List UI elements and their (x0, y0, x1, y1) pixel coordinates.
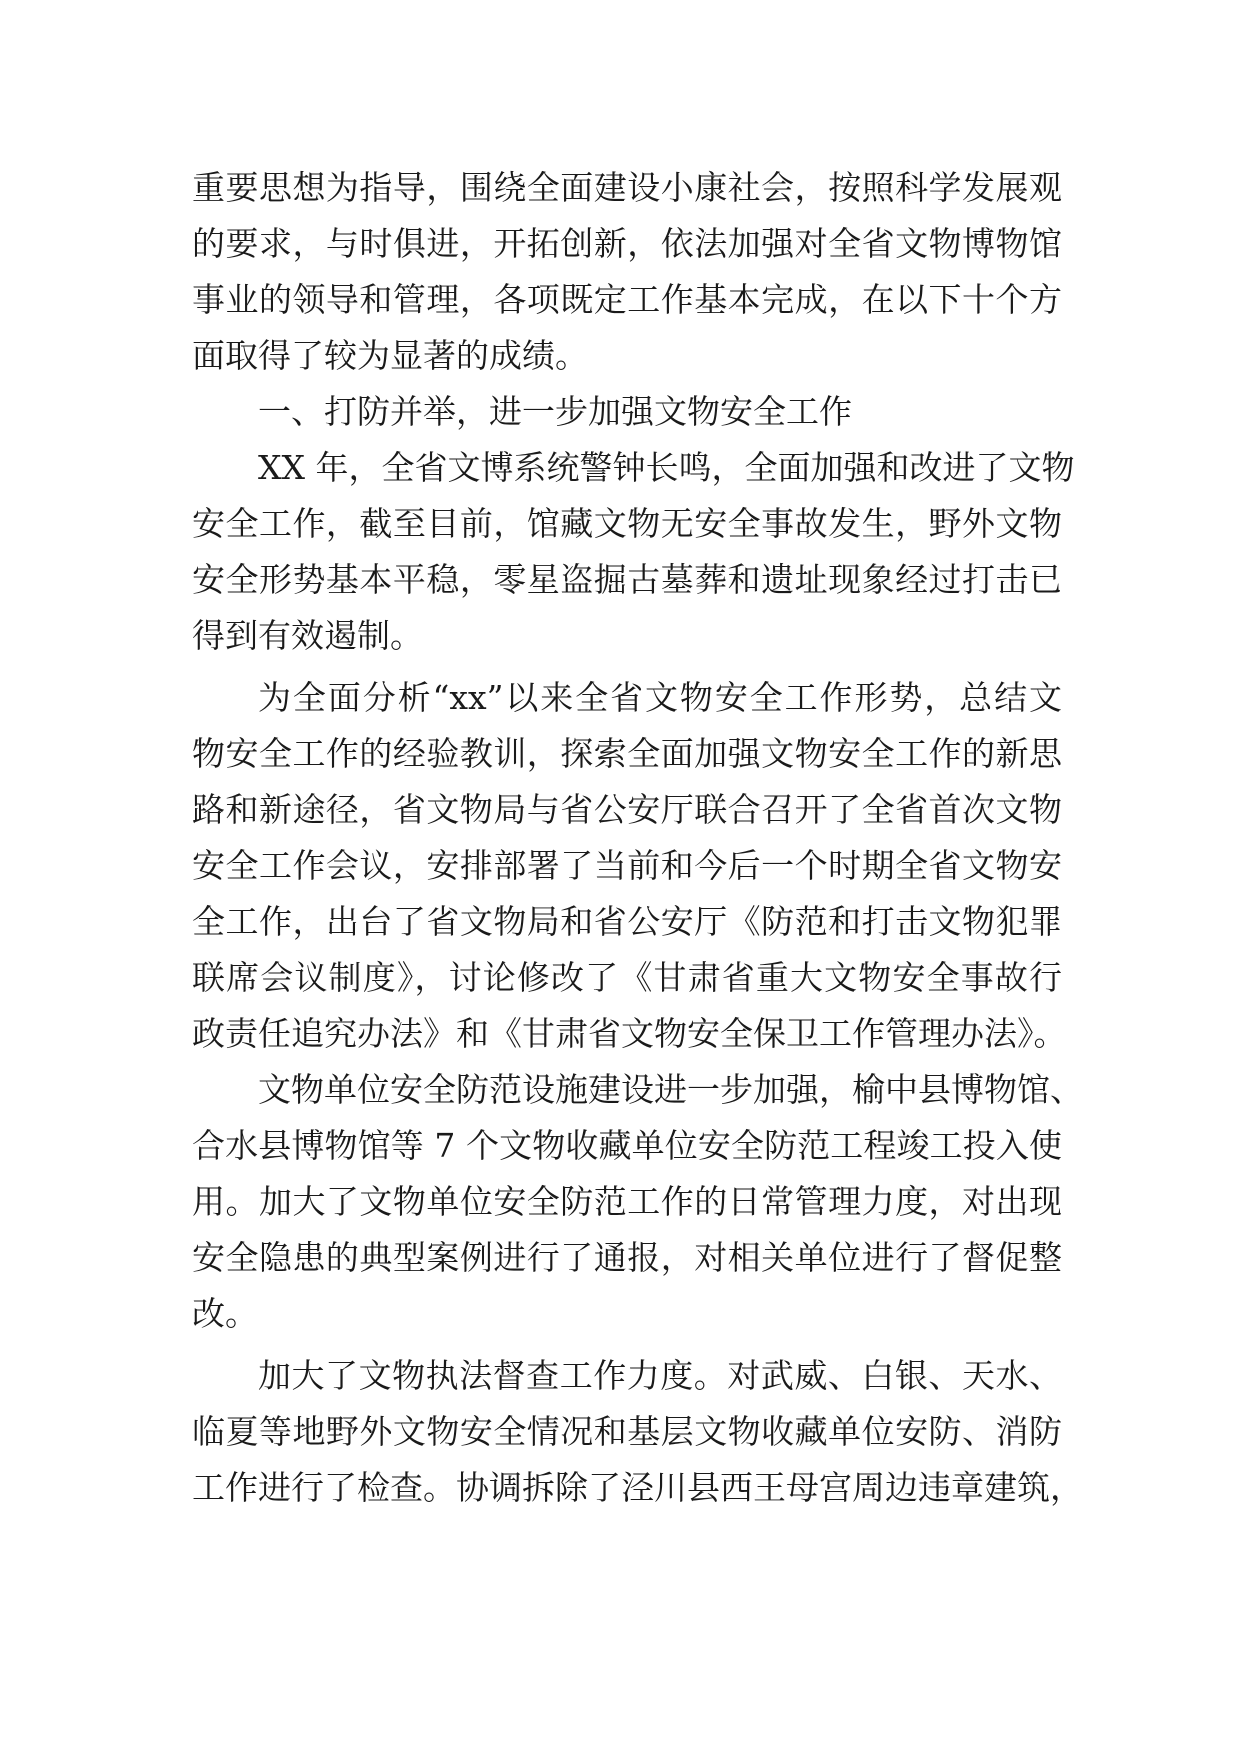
text-line: 事业的领导和管理，各项既定工作基本完成，在以下十个方 (192, 280, 1062, 319)
text-line: 工作进行了检查。协调拆除了泾川县西王母宫周边违章建筑， (192, 1468, 1083, 1507)
text-line: 合水县博物馆等 7 个文物收藏单位安全防范工程竣工投入使 (192, 1126, 1062, 1165)
paragraph-intro (192, 160, 1062, 384)
text-line: 物安全工作的经验教训，探索全面加强文物安全工作的新思 (192, 734, 1062, 773)
text-line: 安全工作，截至目前，馆藏文物无安全事故发生，野外文物 (192, 504, 1062, 543)
text-line: 改。 (192, 1294, 258, 1333)
paragraph-facility-construction (192, 1062, 1083, 1342)
text-line: 安全工作会议，安排部署了当前和今后一个时期全省文物安 (192, 846, 1062, 885)
text-line: 面取得了较为显著的成绩。 (192, 336, 588, 375)
heading-line: 一、打防并举，进一步加强文物安全工作 (258, 392, 852, 431)
paragraph-safety-overview (192, 440, 1075, 664)
section-heading (192, 384, 1062, 440)
text-line: 用。加大了文物单位安全防范工作的日常管理力度，对出现 (192, 1182, 1062, 1221)
text-line: 联席会议制度》，讨论修改了《甘肃省重大文物安全事故行 (192, 958, 1062, 997)
paragraph-law-enforcement (192, 1348, 1083, 1516)
text-line: 文物单位安全防范设施建设进一步加强，榆中县博物馆、 (258, 1070, 1083, 1109)
text-line: 重要思想为指导，围绕全面建设小康社会，按照科学发展观 (192, 168, 1062, 207)
text-line: 为全面分析“xx”以来全省文物安全工作形势，总结文 (258, 678, 1062, 717)
text-line: 政责任追究办法》和《甘肃省文物安全保卫工作管理办法》。 (192, 1014, 1067, 1053)
text-line: 全工作，出台了省文物局和省公安厅《防范和打击文物犯罪 (192, 902, 1062, 941)
text-line: 安全形势基本平稳，零星盗掘古墓葬和遗址现象经过打击已 (192, 560, 1062, 599)
text-line: 得到有效遏制。 (192, 616, 423, 655)
text-line: XX 年，全省文博系统警钟长鸣，全面加强和改进了文物 (258, 448, 1075, 487)
text-line: 安全隐患的典型案例进行了通报，对相关单位进行了督促整 (192, 1238, 1062, 1277)
document-body (192, 160, 1083, 1516)
text-line: 加大了文物执法督查工作力度。对武威、白银、天水、 (258, 1356, 1062, 1395)
text-line: 临夏等地野外文物安全情况和基层文物收藏单位安防、消防 (192, 1412, 1062, 1451)
paragraph-safety-meeting (192, 670, 1067, 1062)
text-line: 路和新途径，省文物局与省公安厅联合召开了全省首次文物 (192, 790, 1062, 829)
text-line: 的要求，与时俱进，开拓创新，依法加强对全省文物博物馆 (192, 224, 1062, 263)
